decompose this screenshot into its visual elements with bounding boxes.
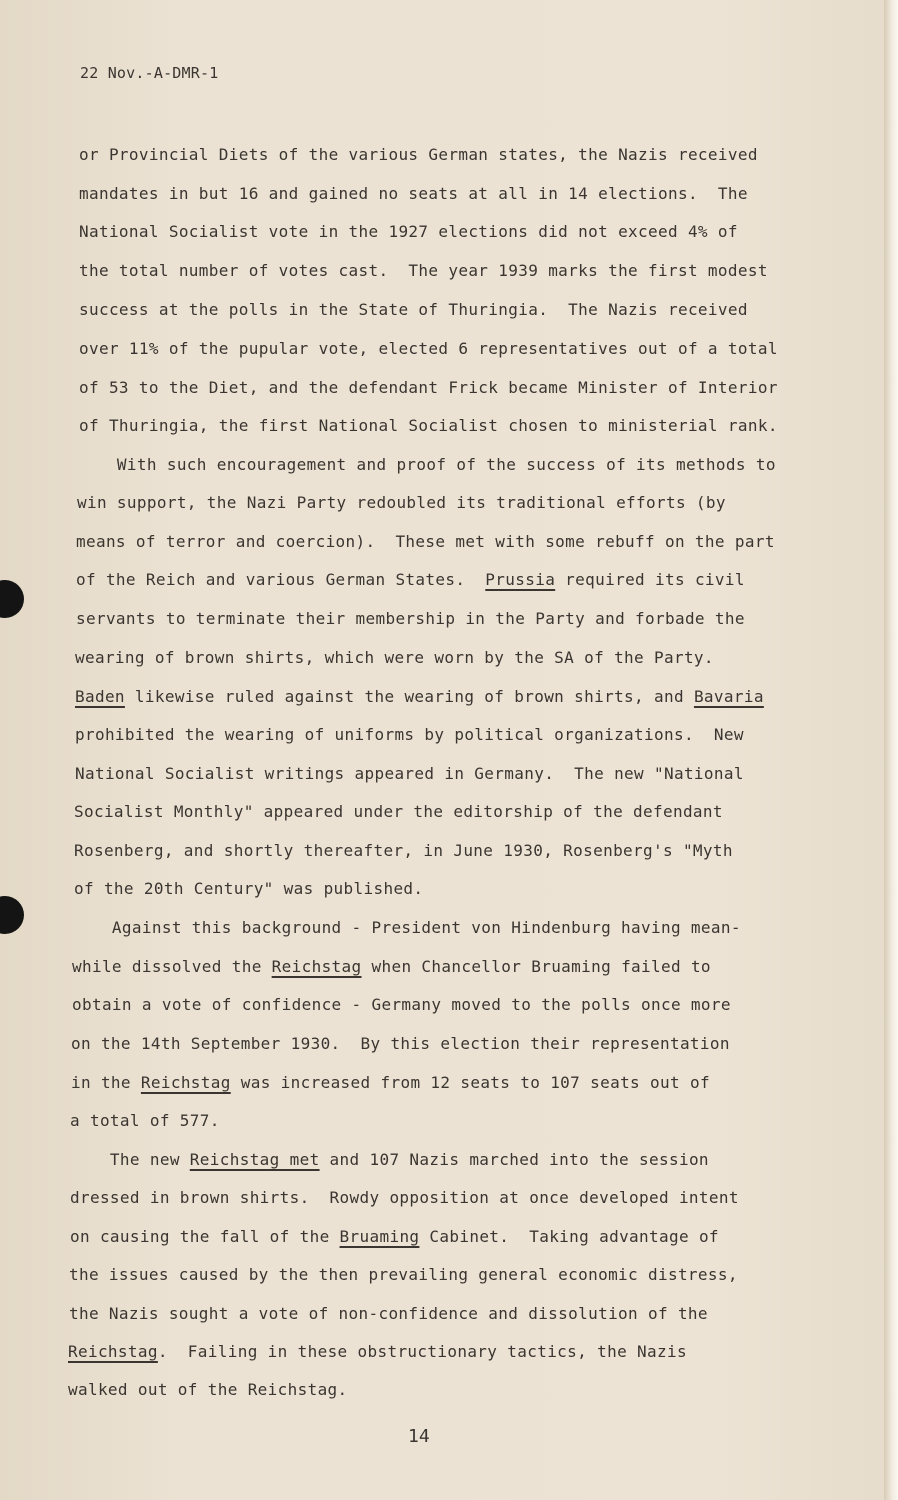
text-segment: wearing of brown shirts, which were worn by the SA of the Party. — [75, 648, 714, 667]
punch-hole-bottom — [0, 896, 24, 934]
underlined-text: Baden — [75, 687, 125, 706]
underlined-text: Reichstag — [140, 1073, 231, 1092]
text-segment: was increased from 12 seats to 107 seats out of — [230, 1073, 710, 1092]
text-segment: a total of 577. — [70, 1111, 220, 1130]
text-segment: likewise ruled against the wearing of brown shirts, and — [124, 687, 694, 706]
text-segment: when Chancellor Bruaming failed to — [361, 957, 711, 976]
text-line — [75, 687, 764, 707]
text-line — [76, 570, 745, 590]
text-line — [76, 609, 745, 629]
text-segment: With such encouragement and proof of the success of its methods to — [77, 455, 776, 474]
text-segment: means of terror and coercion). These met with some rebuff on the part — [76, 532, 775, 551]
text-line — [74, 879, 423, 899]
text-line — [69, 1304, 708, 1324]
text-segment: the issues caused by the then prevailing general economic distress, — [69, 1265, 738, 1284]
text-line — [75, 725, 744, 745]
text-segment: and 107 Nazis marched into the session — [319, 1150, 709, 1169]
text-segment: servants to terminate their membership in the Party and forbade the — [76, 609, 745, 628]
text-line — [71, 1073, 710, 1093]
text-line — [79, 300, 748, 320]
text-segment: Against this background - President von Hindenburg having mean- — [72, 918, 741, 937]
text-segment: in the — [71, 1073, 141, 1092]
underlined-text: Prussia — [485, 570, 556, 589]
text-segment: National Socialist vote in the 1927 elections did not exceed 4% of — [79, 222, 738, 241]
text-segment: dressed in brown shirts. Rowdy opposition at once developed intent — [70, 1188, 739, 1207]
text-segment: required its civil — [555, 570, 745, 589]
text-line — [79, 145, 758, 165]
text-line — [72, 995, 731, 1015]
text-line — [76, 532, 775, 552]
text-segment: of Thuringia, the first National Socialist chosen to ministerial rank. — [79, 416, 778, 435]
text-segment: mandates in but 16 and gained no seats at all in 14 elections. The — [79, 184, 748, 203]
punch-hole-top — [0, 580, 24, 618]
text-line — [77, 455, 776, 475]
text-segment: or Provincial Diets of the various German states, the Nazis received — [79, 145, 758, 164]
text-segment: win support, the Nazi Party redoubled its traditional efforts (by — [77, 493, 726, 512]
text-segment: . Failing in these obstructionary tactics, the Nazis — [157, 1342, 687, 1361]
text-line — [69, 1265, 738, 1285]
text-line — [70, 1150, 709, 1170]
text-line — [68, 1380, 348, 1400]
text-line — [79, 184, 748, 204]
text-segment: while dissolved the — [72, 957, 272, 976]
text-line — [79, 378, 778, 398]
text-segment: National Socialist writings appeared in Germany. The new "National — [75, 764, 744, 783]
text-line — [70, 1111, 220, 1131]
document-header: 22 Nov.-A-DMR-1 — [80, 64, 219, 82]
underlined-text: Bavaria — [693, 687, 764, 706]
underlined-text: Reichstag met — [189, 1150, 320, 1169]
text-segment: the Nazis sought a vote of non-confidence and dissolution of the — [69, 1304, 708, 1323]
page-number: 14 — [408, 1426, 430, 1447]
underlined-text: Reichstag — [68, 1342, 158, 1361]
text-line — [72, 957, 711, 977]
text-segment: Cabinet. Taking advantage of — [419, 1227, 719, 1246]
text-segment: walked out of the Reichstag. — [68, 1380, 348, 1399]
text-line — [71, 1034, 730, 1054]
text-line — [68, 1342, 687, 1362]
text-segment: The new — [70, 1150, 190, 1169]
text-line — [75, 764, 744, 784]
text-segment: of the Reich and various German States. — [76, 570, 486, 589]
underlined-text: Reichstag — [271, 957, 362, 976]
text-line — [72, 918, 741, 938]
text-segment: on the 14th September 1930. By this election their representation — [71, 1034, 730, 1053]
text-segment: over 11% of the pupular vote, elected 6 representatives out of a total — [79, 339, 778, 358]
text-line — [75, 648, 714, 668]
text-segment: obtain a vote of confidence - Germany moved to the polls once more — [72, 995, 731, 1014]
text-segment: of 53 to the Diet, and the defendant Frick became Minister of Interior — [79, 378, 778, 397]
text-line — [79, 222, 738, 242]
text-segment: of the 20th Century" was published. — [74, 879, 424, 898]
text-line — [74, 841, 733, 861]
text-line — [74, 802, 723, 822]
underlined-text: Bruaming — [339, 1227, 420, 1246]
text-segment: the total number of votes cast. The year 1939 marks the first modest — [79, 261, 768, 280]
text-line — [79, 261, 768, 281]
text-segment: Rosenberg, and shortly thereafter, in June 1930, Rosenberg's "Myth — [74, 841, 733, 860]
text-line — [70, 1227, 719, 1247]
text-line — [79, 339, 778, 359]
text-line — [77, 493, 726, 513]
text-segment: Socialist Monthly" appeared under the editorship of the defendant — [74, 802, 723, 821]
text-segment: on causing the fall of the — [70, 1227, 340, 1246]
text-line — [79, 416, 778, 436]
text-line — [70, 1188, 739, 1208]
page-edge — [884, 0, 898, 1500]
text-segment: prohibited the wearing of uniforms by political organizations. New — [75, 725, 744, 744]
text-segment: success at the polls in the State of Thuringia. The Nazis received — [79, 300, 748, 319]
